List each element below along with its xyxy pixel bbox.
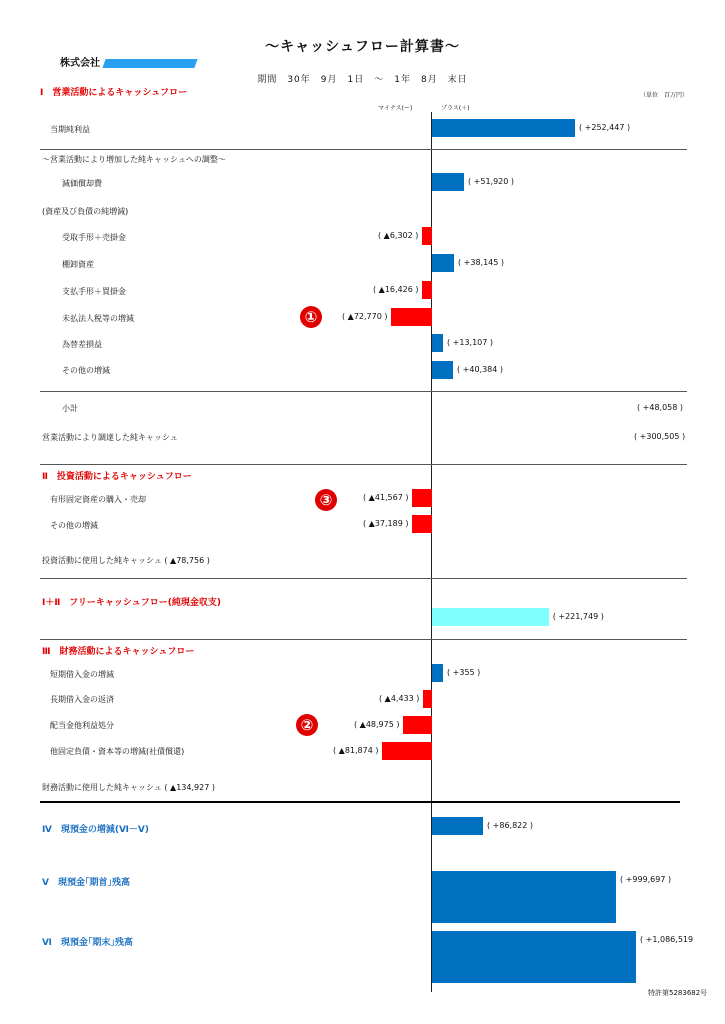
row-label-inventory: 棚卸資産 [62,260,94,269]
divider-thick [40,801,680,803]
company-name-redaction [102,59,197,68]
bar-long-loans [423,690,432,708]
bar-cash-begin [432,871,616,923]
value-payables: ( ▲16,426 ) [373,285,419,294]
row-label-dividends: 配当金他利益処分 [50,721,114,730]
value-other-fin: ( ▲81,874 ) [333,746,379,755]
row-label-cash-end: Ⅵ 現預金｢期末｣残高 [42,938,133,948]
section-investing: Ⅱ 投資活動によるキャッシュフロー [42,472,192,482]
row-label-depreciation: 減価償却費 [62,179,102,188]
bar-inventory [432,254,454,272]
value-subtotal: ( +48,058 ) [637,403,684,412]
value-cash-begin: ( +999,697 ) [620,875,672,884]
row-label-short-loans: 短期借入金の増減 [50,670,114,679]
value-inventory: ( +38,145 ) [458,258,505,267]
bar-other-fin [382,742,432,760]
value-op-total: ( +300,505 ) [634,432,686,441]
divider [40,149,687,150]
row-label-fixed-assets: 有形固定資産の購入・売却 [50,495,146,504]
value-long-loans: ( ▲4,433 ) [379,694,420,703]
row-label-cash-begin: Ⅴ 現預金｢期首｣残高 [42,878,130,888]
divider [40,578,687,579]
value-dividends: ( ▲48,975 ) [354,720,400,729]
bar-fx [432,334,443,352]
bar-other-op [432,361,453,379]
bar-dividends [403,716,432,734]
bar-receivables [422,227,432,245]
value-depreciation: ( +51,920 ) [468,177,515,186]
row-label-receivables: 受取手形＋売掛金 [62,233,126,242]
row-label-other-fin: 他固定負債・資本等の増減(社債償還) [50,747,185,756]
value-cash-change: ( +86,822 ) [487,821,534,830]
patent-number: 特許第5283682号 [648,989,708,997]
section-free-cash-flow: Ⅰ＋Ⅱ フリーキャッシュフロー(純現金収支) [42,598,221,608]
bar-cash-end [432,931,636,983]
value-free-cash-flow: ( +221,749 ) [552,612,604,621]
row-label-net-income: 当期純利益 [50,125,90,134]
value-fx: ( +13,107 ) [447,338,494,347]
bar-cash-change [432,817,483,835]
divider [40,639,687,640]
value-tax: ( ▲72,770 ) [342,312,388,321]
bar-fixed-assets [412,489,432,507]
bar-depreciation [432,173,464,191]
row-label-cash-change: Ⅳ 現預金の増減(Ⅵ－Ⅴ) [42,825,149,835]
bar-free-cash-flow [432,608,549,626]
row-label-inv-total: 投資活動に使用した純キャッシュ ( ▲78,756 ) [42,556,210,565]
company-label: 株式会社 [60,58,100,69]
adjust-heading: 〜営業活動により増加した純キャッシュへの調整〜 [42,155,226,164]
section-operating: Ⅰ 営業活動によるキャッシュフロー [40,88,188,98]
row-label-fx: 為替差損益 [62,340,102,349]
row-label-fin-total: 財務活動に使用した純キャッシュ ( ▲134,927 ) [42,783,215,792]
row-label-tax: 未払法人税等の増減 [62,314,134,323]
bar-short-loans [432,664,443,682]
period: 期間 30年 9月 1日 〜 1年 8月 末日 [257,75,468,85]
bar-payables [422,281,432,299]
row-label-payables: 支払手形＋買掛金 [62,287,126,296]
bar-other-inv [412,515,432,533]
marker-one: ① [300,306,322,328]
unit-label: （単位 百万円） [640,92,689,99]
row-label-other-inv: その他の増減 [50,521,98,530]
value-other-inv: ( ▲37,189 ) [363,519,409,528]
value-other-op: ( +40,384 ) [457,365,504,374]
plus-label: プラス(＋) [441,105,470,112]
assets-heading: (資産及び負債の純増減) [42,207,129,216]
value-cash-end: ( +1,086,519 [640,935,694,944]
marker-two: ② [296,714,318,736]
marker-three: ③ [315,489,337,511]
row-label-subtotal: 小計 [62,404,78,413]
row-label-op-total: 営業活動により調達した純キャッシュ [42,433,178,442]
bar-tax [391,308,432,326]
row-label-long-loans: 長期借入金の返済 [50,695,114,704]
divider [40,464,687,465]
value-receivables: ( ▲6,302 ) [378,231,419,240]
divider [40,391,687,392]
company-name [60,54,196,69]
row-label-other-op: その他の増減 [62,366,110,375]
minus-label: マイナス(ー) [378,105,413,112]
page-title: 〜キャッシュフロー計算書〜 [265,39,460,55]
value-fixed-assets: ( ▲41,567 ) [363,493,409,502]
value-net-income: ( +252,447 ) [579,123,631,132]
value-short-loans: ( +355 ) [447,668,481,677]
bar-net-income [432,119,575,137]
section-financing: Ⅲ 財務活動によるキャッシュフロー [42,647,195,657]
